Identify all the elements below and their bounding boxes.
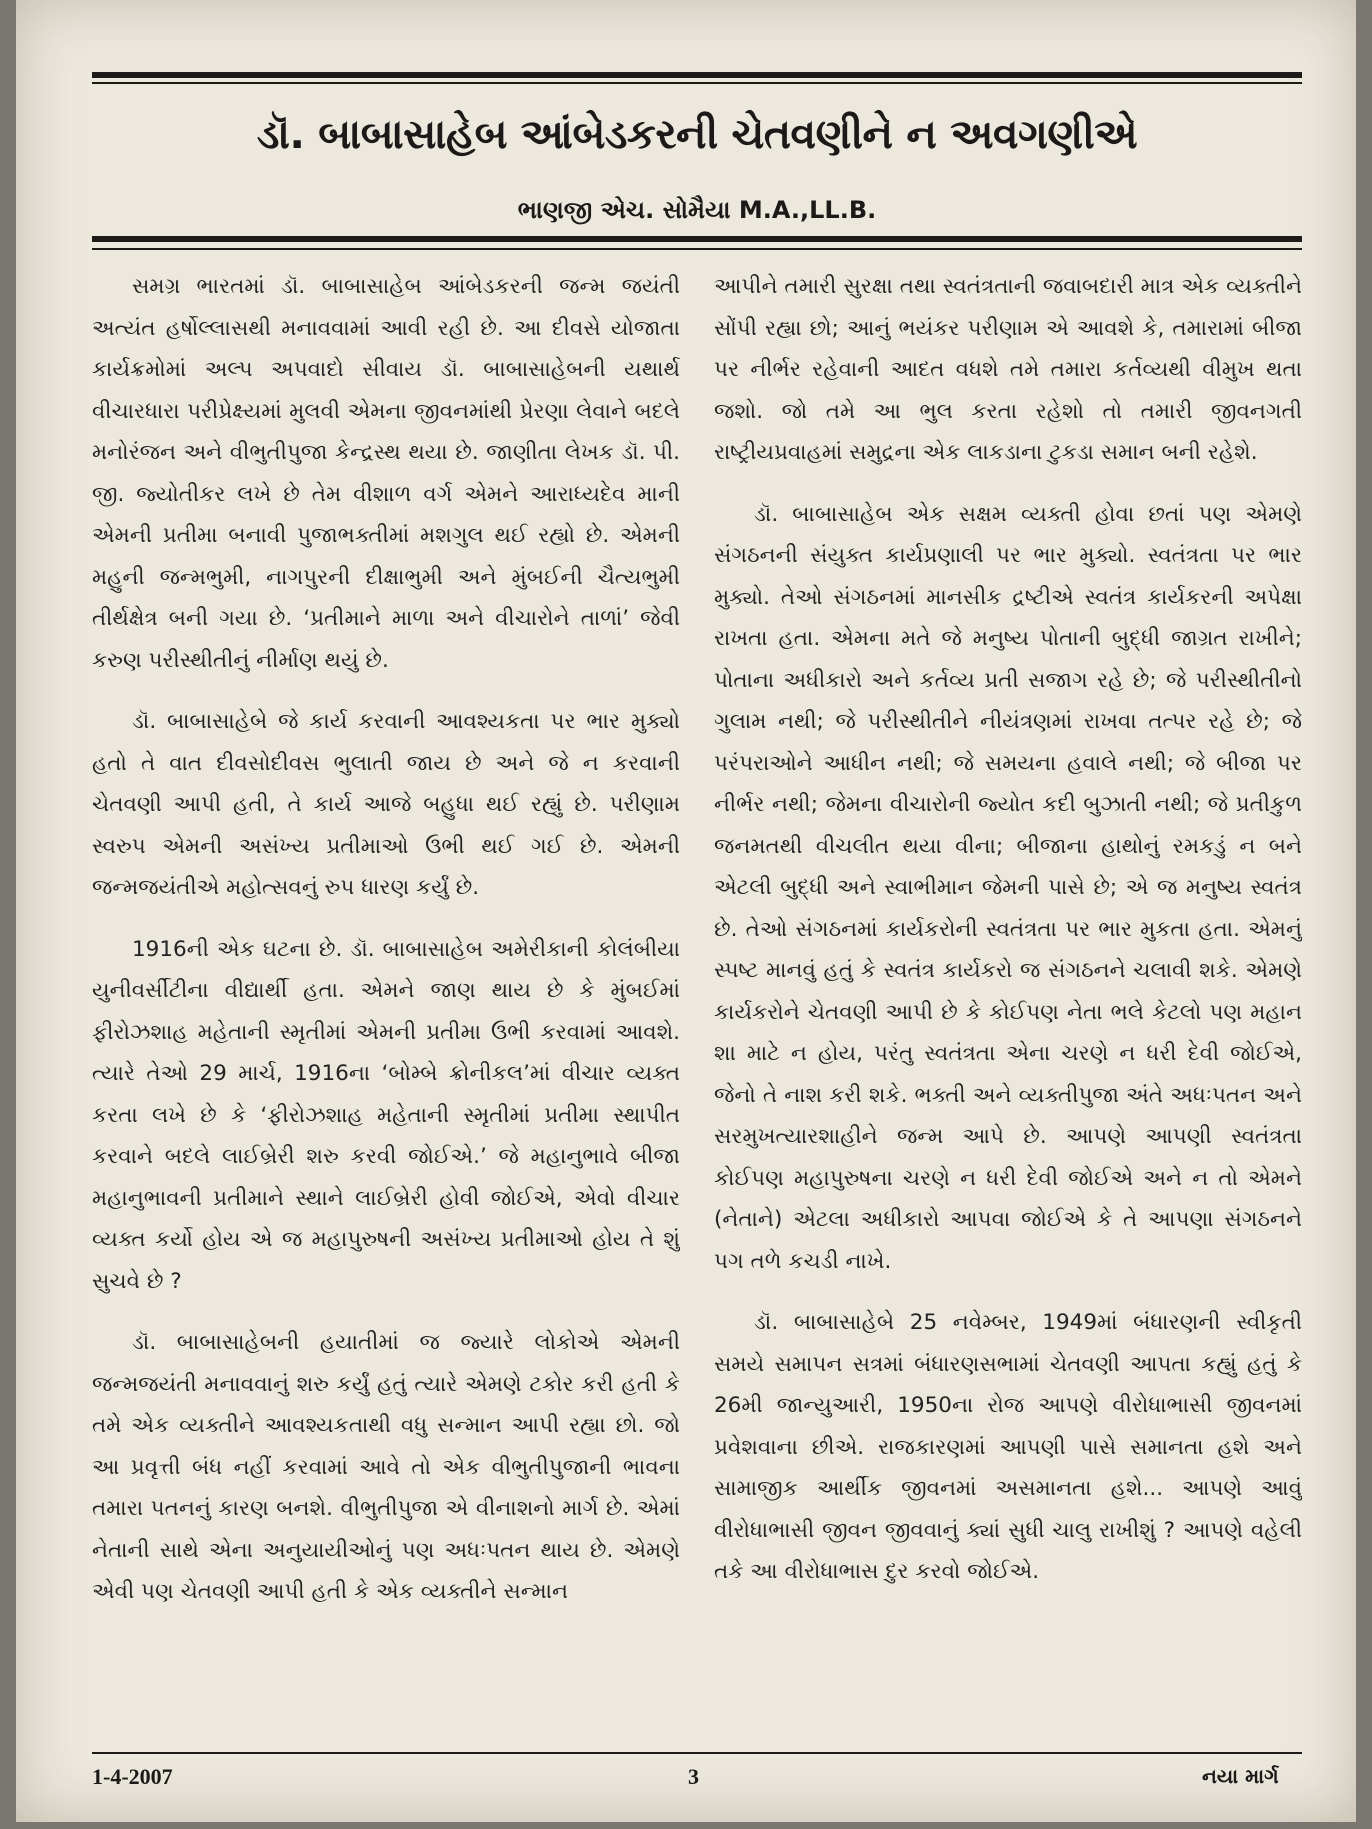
right-paragraph-3: ડૉ. બાબાસાહેબે 25 નવેમ્બર, 1949માં બંધારણની સ્વીકૃતી સમયે સમાપન સત્રમાં બંધારણસભામાં ચેતવણી આપતા કહ્યું હતું કે 26મી જાન્યુઆરી, 1950ના રોજ આપણે વીરોધાભાસી જીવનમાં પ્રવેશવાના છીએ. રાજકારણમાં આપણી પાસે સમાનતા હશે અને સામાજીક આર્થીક જીવનમાં અસમાનતા હશે... આપણે આવું વીરોધાભાસી જીવન જીવવાનું ક્યાં સુધી ચાલુ રાખીશું ? આપણે વહેલી તકે આ વીરોધાભાસ દુર કરવો જોઈએ.: [714, 1310, 1302, 1584]
top-rule-thin: [92, 82, 1302, 84]
left-paragraph-2: ડૉ. બાબાસાહેબે જે કાર્ય કરવાની આવશ્યકતા પર ભાર મુક્યો હતો તે વાત દીવસોદીવસ ભુલાતી જાય છે અને જે ન કરવાની ચેતવણી આપી હતી, તે કાર્ય આજે બહુધા થઈ રહ્યું છે. પરીણામ સ્વરુપ એમની અસંખ્ય પ્રતીમાઓ ઉભી થઈ ગઈ છે. એમની જન્મજયંતીએ મહોત્સવનું રુપ ધારણ કર્યું છે.: [92, 709, 680, 900]
left-paragraph-1: સમગ્ર ભારતમાં ડૉ. બાબાસાહેબ આંબેડકરની જન્મ જયંતી અત્યંત હર્ષોલ્લાસથી મનાવવામાં આવી રહી છે. આ દીવસે યોજાતા કાર્યક્રમોમાં અલ્પ અપવાદો સીવાય ડૉ. બાબાસાહેબની યથાર્થ વીચારધારા પરીપ્રેક્ષ્યમાં મુલવી એમના જીવનમાંથી પ્રેરણા લેવાને બદલે મનોરંજન અને વીભુતીપુજા કેન્દ્રસ્થ થયા છે. જાણીતા લેખક ડૉ. પી. જી. જ્યોતીકર લખે છે તેમ વીશાળ વર્ગ એમને આરાધ્યદેવ માની એમની પ્રતીમા બનાવી પુજાભક્તીમાં મશગુલ થઈ રહ્યો છે. એમની મહુની જન્મભુમી, નાગપુરની દીક્ષાભુમી અને મુંબઈની ચૈત્યભુમી તીર્થક્ષેત્ર બની ગયા છે. ‘પ્રતીમાને માળા અને વીચારોને તાળાં’ જેવી કરુણ પરીસ્થીતીનું નીર્માણ થયું છે.: [92, 274, 680, 673]
footer-rule: [92, 1752, 1302, 1754]
right-paragraph-2: ડૉ. બાબાસાહેબ એક સક્ષમ વ્યક્તી હોવા છતાં પણ એમણે સંગઠનની સંયુક્ત કાર્યપ્રણાલી પર ભાર મુક્યો. સ્વતંત્રતા પર ભાર મુક્યો. તેઓ સંગઠનમાં માનસીક દ્રષ્ટીએ સ્વતંત્ર કાર્યકરની અપેક્ષા રાખતા હતા. એમના મતે જે મનુષ્ય પોતાની બુદ્ધી જાગ્રત રાખીને; પોતાના અધીકારો અને કર્તવ્ય પ્રતી સજાગ રહે છે; જે પરીસ્થીતીનો ગુલામ નથી; જે પરીસ્થીતીને નીયંત્રણમાં રાખવા તત્પર રહે છે; જે પરંપરાઓને આધીન નથી; જે સમયના હવાલે નથી; જે બીજા પર નીર્ભર નથી; જેમના વીચારોની જ્યોત કદી બુઝાતી નથી; જે પ્રતીકુળ જનમતથી વીચલીત થયા વીના; બીજાના હાથોનું રમકડું ન બને એટલી બુદ્ધી અને સ્વાભીમાન જેમની પાસે છે; એ જ મનુષ્ય સ્વતંત્ર છે. તેઓ સંગઠનમાં કાર્યકરોની સ્વતંત્રતા પર ભાર મુકતા હતા. એમનું સ્પષ્ટ માનવું હતું કે સ્વતંત્ર કાર્યકરો જ સંગઠનને ચલાવી શકે. એમણે કાર્યકરોને ચેતવણી આપી છે કે કોઈપણ નેતા ભલે કેટલો પણ મહાન શા માટે ન હોય, પરંતુ સ્વતંત્રતા એના ચરણે ન ધરી દેવી જોઈએ, જેનો તે નાશ કરી શકે. ભક્તી અને વ્યક્તીપુજા અંતે અધઃપતન અને સરમુખત્યારશાહીને જન્મ આપે છે. આપણે આપણી સ્વતંત્રતા કોઈપણ મહાપુરુષના ચરણે ન ધરી દેવી જોઈએ અને ન તો એમને (નેતાને) એટલા અધીકારો આપવા જોઈએ કે તે આપણા સંગઠનને પગ તળે કચડી નાખે.: [714, 501, 1302, 1274]
left-paragraph-4: ડૉ. બાબાસાહેબની હયાતીમાં જ જ્યારે લોકોએ એમની જન્મજયંતી મનાવવાનું શરુ કર્યું હતું ત્યારે એમણે ટકોર કરી હતી કે તમે એક વ્યક્તીને આવશ્યકતાથી વધુ સન્માન આપી રહ્યા છો. જો આ પ્રવૃત્તી બંધ નહીં કરવામાં આવે તો એક વીભુતીપુજાની ભાવના તમારા પતનનું કારણ બનશે. વીભુતીપુજા એ વીનાશનો માર્ગ છે. એમાં નેતાની સાથે એના અનુયાયીઓનું પણ અધઃપતન થાય છે. એમણે એવી પણ ચેતવણી આપી હતી કે એક વ્યક્તીને સન્માન: [92, 1330, 680, 1604]
left-column: [92, 266, 680, 1744]
right-column: [714, 266, 1302, 1744]
header-rule-thin: [92, 248, 1302, 250]
top-rule: [92, 72, 1302, 78]
header-rule: [92, 236, 1302, 242]
newspaper-page: [16, 0, 1356, 1822]
article-title: ડૉ. બાબાસાહેબ આંબેડકરની ચેતવણીને ન અવગણીએ: [256, 110, 1138, 158]
left-paragraph-3: 1916ની એક ઘટના છે. ડૉ. બાબાસાહેબ અમેરીકાની કોલંબીયા યુનીવર્સીટીના વીદ્યાર્થી હતા. એમને જાણ થાય છે કે મુંબઈમાં ફીરોઝશાહ મહેતાની સ્મૃતીમાં એમની પ્રતીમા ઉભી કરવામાં આવશે. ત્યારે તેઓ 29 માર્ચ, 1916ના ‘બોમ્બે ક્રોનીકલ’માં વીચાર વ્યક્ત કરતા લખે છે કે ‘ફીરોઝશાહ મહેતાની સ્મૃતીમાં પ્રતીમા સ્થાપીત કરવાને બદલે લાઈબ્રેરી શરુ કરવી જોઈએ.’ જે મહાનુભાવે બીજા મહાનુભાવની પ્રતીમાને સ્થાને લાઈબ્રેરી હોવી જોઈએ, એવો વીચાર વ્યક્ત કર્યો હોય એ જ મહાપુરુષની અસંખ્ય પ્રતીમાઓ હોય તે શું સુચવે છે ?: [92, 936, 680, 1294]
article-author: ભાણજી એચ. સોમૈયા M.A.,LL.B.: [517, 196, 877, 224]
footer-page-number: 3: [688, 1764, 699, 1789]
footer-date: 1-4-2007: [92, 1764, 173, 1789]
footer-publication: નયા માર્ગ: [1202, 1764, 1279, 1788]
right-paragraph-1: આપીને તમારી સુરક્ષા તથા સ્વતંત્રતાની જવાબદારી માત્ર એક વ્યક્તીને સોંપી રહ્યા છો; આનું ભયંકર પરીણામ એ આવશે કે, તમારામાં બીજા પર નીર્ભર રહેવાની આદત વધશે તમે તમારા કર્તવ્યથી વીમુખ થતા જશો. જો તમે આ ભુલ કરતા રહેશો તો તમારી જીવનગતી રાષ્ટ્રીયપ્રવાહમાં સમુદ્રના એક લાકડાના ટુકડા સમાન બની રહેશે.: [714, 274, 1302, 465]
